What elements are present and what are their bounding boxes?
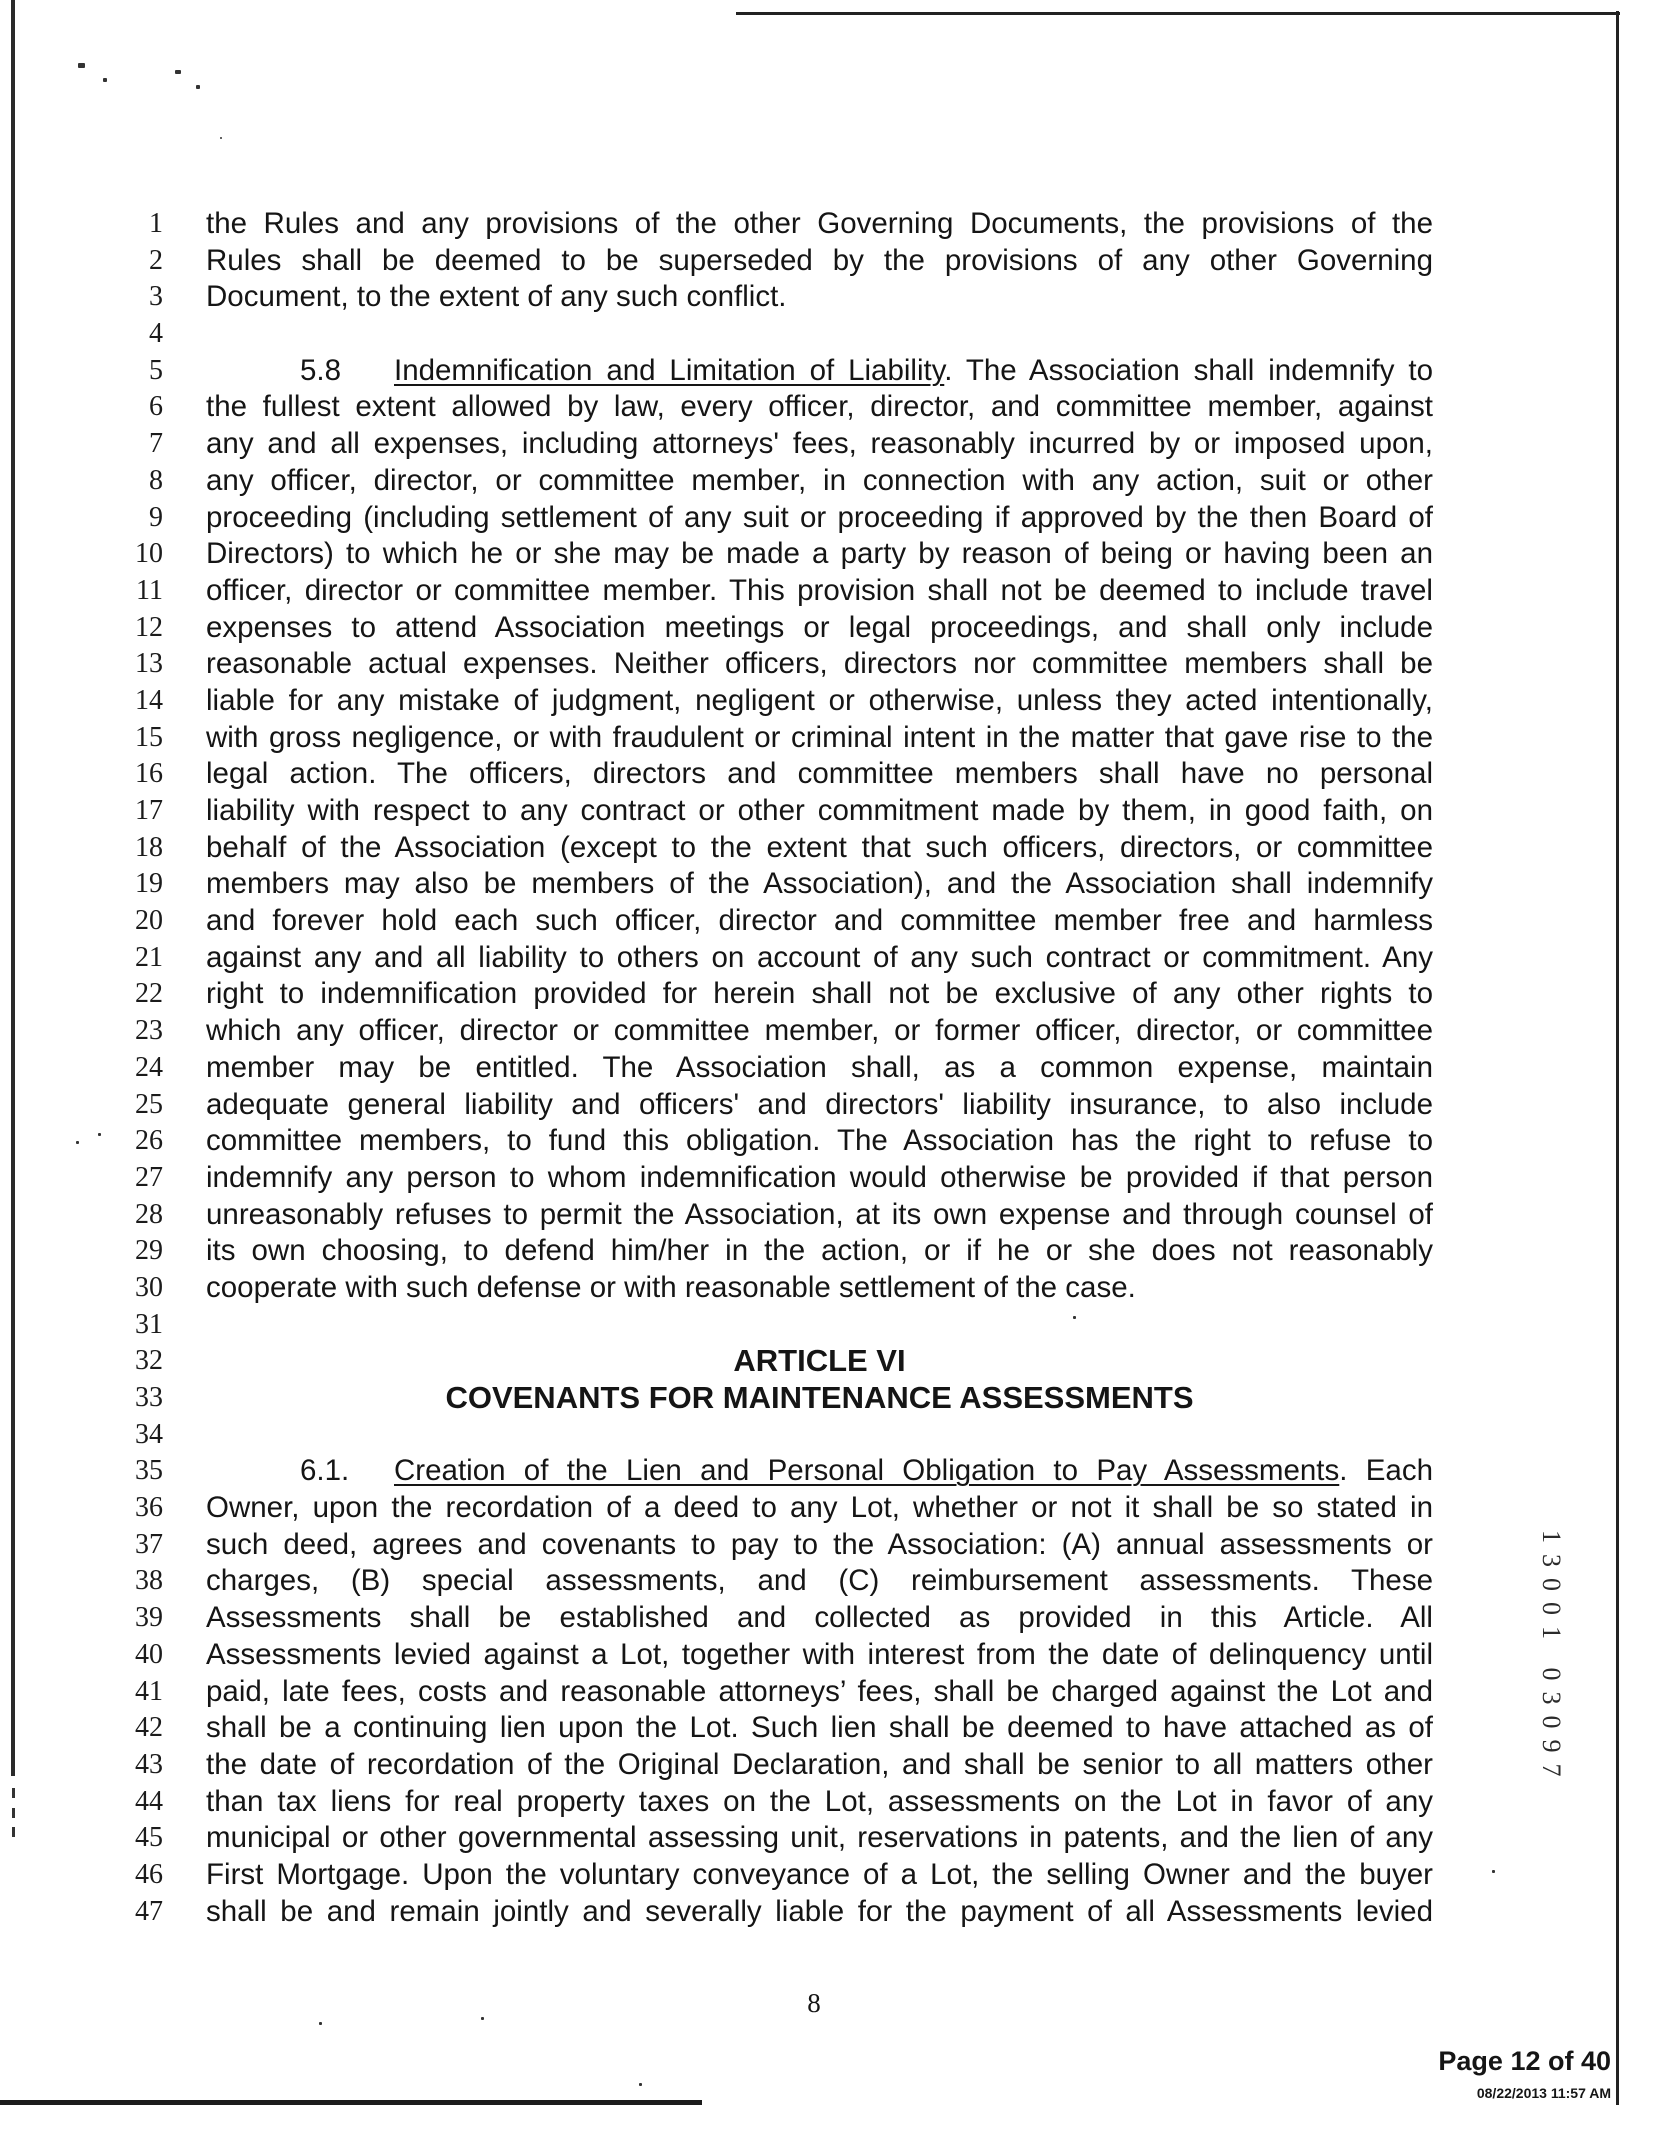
line-number: 33 (135, 1382, 163, 1413)
line-number: 26 (135, 1125, 163, 1157)
line-row-45 (0, 1820, 1664, 1857)
page-border-bottom (0, 2100, 702, 2105)
line-row-6 (0, 389, 1664, 426)
line-row-16 (0, 756, 1664, 793)
line-number: 45 (135, 1822, 163, 1854)
line-text: the fullest extent allowed by law, every officer, director, and committee member, against (206, 390, 1433, 424)
recording-stamp: 13001 03097 (1537, 1530, 1566, 1788)
line-text: than tax liens for real property taxes on the Lot, assessments on the Lot in favor of any (206, 1784, 1433, 1818)
line-row-1 (0, 206, 1664, 243)
line-row-19 (0, 866, 1664, 903)
line-row-18 (0, 830, 1664, 867)
line-row-10 (0, 536, 1664, 573)
line-number: 43 (135, 1748, 163, 1780)
line-number: 41 (135, 1675, 163, 1707)
line-text: . Each (1339, 1454, 1433, 1488)
section-number: 6.1. (300, 1454, 350, 1488)
article-number: ARTICLE VI (733, 1343, 906, 1379)
line-row-9 (0, 500, 1664, 537)
line-row-31 (0, 1307, 1664, 1344)
line-number: 42 (135, 1712, 163, 1744)
line-number: 34 (135, 1418, 163, 1450)
line-text: and forever hold each such officer, director and committee member free and harmless (206, 904, 1433, 938)
line-number: 38 (135, 1565, 163, 1597)
section-heading: Creation of the Lien and Personal Obligation to Pay Assessments (394, 1454, 1340, 1488)
line-number: 22 (135, 978, 163, 1010)
line-row-47 (0, 1894, 1664, 1931)
scan-speck (220, 137, 222, 139)
line-row-42 (0, 1710, 1664, 1747)
line-text: Assessments shall be established and collected as provided in this Article. All (206, 1601, 1433, 1635)
line-number: 47 (135, 1895, 163, 1927)
line-number: 24 (135, 1051, 163, 1083)
line-number: 32 (135, 1345, 163, 1377)
line-text: the date of recordation of the Original Declaration, and shall be senior to all matters other (206, 1747, 1433, 1781)
line-text: Rules shall be deemed to be superseded by the provisions of any other Governing (206, 243, 1433, 277)
page-border-top (736, 12, 1620, 15)
line-text: behalf of the Association (except to the extent that such officers, directors, or committee (206, 830, 1433, 864)
line-row-15 (0, 720, 1664, 757)
line-number: 9 (149, 501, 163, 533)
line-number: 36 (135, 1492, 163, 1524)
line-row-22 (0, 976, 1664, 1013)
line-text: expenses to attend Association meetings or legal proceedings, and shall only include (206, 610, 1433, 644)
line-number: 25 (135, 1088, 163, 1120)
line-text: liable for any mistake of judgment, negligent or otherwise, unless they acted intentionally, (206, 683, 1433, 717)
line-number: 5 (149, 354, 163, 386)
line-row-3 (0, 279, 1664, 316)
line-row-38 (0, 1563, 1664, 1600)
line-number: 12 (135, 611, 163, 643)
line-text: cooperate with such defense or with reasonable settlement of the case. (206, 1270, 1136, 1304)
line-text: proceeding (including settlement of any suit or proceeding if approved by the then Board of (206, 500, 1433, 534)
line-text: the Rules and any provisions of the other Governing Documents, the provisions of the (206, 207, 1433, 240)
line-row-37 (0, 1527, 1664, 1564)
line-number: 19 (135, 868, 163, 900)
line-number: 29 (135, 1235, 163, 1267)
line-text: Directors) to which he or she may be made a party by reason of being or having been an (206, 537, 1433, 571)
line-number: 13 (135, 648, 163, 680)
line-number: 3 (149, 281, 163, 313)
section-line (300, 1453, 1433, 1490)
line-text: First Mortgage. Upon the voluntary conveyance of a Lot, the selling Owner and the buyer (206, 1857, 1433, 1891)
line-row-46 (0, 1857, 1664, 1894)
line-number: 17 (135, 795, 163, 826)
line-row-43 (0, 1747, 1664, 1784)
line-row-34 (0, 1417, 1664, 1454)
scan-speck (481, 2017, 484, 2020)
section-number: 5.8 (300, 353, 342, 387)
line-text: indemnify any person to whom indemnification would otherwise be provided if that person (206, 1160, 1433, 1194)
line-number: 23 (135, 1015, 163, 1047)
line-text: shall be and remain jointly and severally liable for the payment of all Assessments levied (206, 1894, 1433, 1928)
line-row-29 (0, 1233, 1664, 1270)
line-text: . The Association shall indemnify to (944, 353, 1433, 387)
line-text: reasonable actual expenses. Neither officers, directors nor committee members shall be (206, 647, 1433, 681)
line-text: members may also be members of the Association), and the Association shall indemnify (206, 867, 1433, 901)
line-number: 28 (135, 1198, 163, 1230)
line-text: charges, (B) special assessments, and (C) reimbursement assessments. These (206, 1564, 1433, 1598)
line-text: municipal or other governmental assessing unit, reservations in patents, and the lien of any (206, 1821, 1433, 1855)
line-row-28 (0, 1197, 1664, 1234)
line-row-2 (0, 243, 1664, 280)
line-number: 31 (135, 1308, 163, 1340)
line-number: 21 (135, 941, 163, 973)
print-timestamp: 08/22/2013 11:57 AM (1476, 2085, 1611, 2101)
line-row-24 (0, 1050, 1664, 1087)
line-row-5 (0, 353, 1664, 390)
line-number: 10 (135, 538, 163, 570)
line-row-32 (0, 1343, 1664, 1380)
line-text: Assessments levied against a Lot, together with interest from the date of delinquency until (206, 1637, 1433, 1671)
line-number: 39 (135, 1602, 163, 1634)
line-text: Owner, upon the recordation of a deed to any Lot, whether or not it shall be so stated in (206, 1491, 1433, 1525)
section-line (300, 353, 1433, 390)
line-text: with gross negligence, or with fraudulent or criminal intent in the matter that gave rise to the (206, 720, 1433, 754)
line-text: against any and all liability to others on account of any such contract or commitment. Any (206, 940, 1433, 974)
line-number: 30 (135, 1271, 163, 1303)
line-row-17 (0, 793, 1664, 830)
section-heading: Indemnification and Limitation of Liability (394, 353, 945, 387)
line-row-41 (0, 1674, 1664, 1711)
line-text: officer, director or committee member. This provision shall not be deemed to include travel (206, 573, 1433, 607)
line-row-44 (0, 1784, 1664, 1821)
line-text: committee members, to fund this obligation. The Association has the right to refuse to (206, 1124, 1433, 1158)
numbered-text-body (0, 206, 1664, 1930)
line-row-26 (0, 1123, 1664, 1160)
line-number: 27 (135, 1161, 163, 1193)
line-number: 16 (135, 758, 163, 790)
line-row-13 (0, 646, 1664, 683)
line-number: 4 (149, 318, 163, 350)
line-row-21 (0, 940, 1664, 977)
line-row-4 (0, 316, 1664, 353)
line-number: 46 (135, 1858, 163, 1890)
line-text: legal action. The officers, directors and committee members shall have no personal (206, 757, 1433, 791)
line-text: shall be a continuing lien upon the Lot. Such lien shall be deemed to have attached as of (206, 1711, 1433, 1745)
line-text: which any officer, director or committee member, or former officer, director, or committee (206, 1014, 1433, 1048)
line-row-35 (0, 1453, 1664, 1490)
line-row-39 (0, 1600, 1664, 1637)
line-number: 6 (149, 391, 163, 423)
scan-speck (196, 85, 200, 89)
line-number: 15 (135, 721, 163, 753)
line-row-20 (0, 903, 1664, 940)
page-number: 8 (807, 1988, 821, 2018)
line-text: right to indemnification provided for herein shall not be exclusive of any other rights to (206, 977, 1433, 1011)
line-row-23 (0, 1013, 1664, 1050)
line-row-8 (0, 463, 1664, 500)
line-number: 8 (149, 464, 163, 496)
line-text: any and all expenses, including attorneys' fees, reasonably incurred by or imposed upon, (206, 427, 1433, 461)
line-text: Document, to the extent of any such conflict. (206, 280, 787, 314)
line-row-33 (0, 1380, 1664, 1417)
line-text: any officer, director, or committee member, in connection with any action, suit or other (206, 463, 1433, 497)
scan-speck (319, 2022, 322, 2025)
line-number: 2 (149, 244, 163, 276)
line-text: such deed, agrees and covenants to pay to the Association: (A) annual assessments or (206, 1527, 1433, 1561)
line-row-40 (0, 1637, 1664, 1674)
scan-speck (103, 78, 107, 82)
line-number: 20 (135, 905, 163, 937)
line-row-7 (0, 426, 1664, 463)
line-number: 7 (149, 428, 163, 460)
page-count-label: Page 12 of 40 (1438, 2046, 1611, 2076)
line-text: member may be entitled. The Association shall, as a common expense, maintain (206, 1050, 1433, 1084)
line-row-12 (0, 610, 1664, 647)
line-row-11 (0, 573, 1664, 610)
line-number: 40 (135, 1638, 163, 1670)
line-row-27 (0, 1160, 1664, 1197)
line-number: 11 (136, 574, 163, 606)
scan-speck (639, 2083, 642, 2086)
line-text: liability with respect to any contract or other commitment made by them, in good faith, on (206, 794, 1433, 827)
line-number: 44 (135, 1785, 163, 1817)
scan-speck (175, 70, 181, 74)
line-row-36 (0, 1490, 1664, 1527)
line-text: its own choosing, to defend him/her in the action, or if he or she does not reasonably (206, 1234, 1433, 1268)
line-number: 14 (135, 684, 163, 716)
line-number: 35 (135, 1455, 163, 1487)
line-number: 1 (149, 208, 163, 239)
line-number: 18 (135, 831, 163, 863)
line-row-14 (0, 683, 1664, 720)
article-title: COVENANTS FOR MAINTENANCE ASSESSMENTS (445, 1380, 1194, 1415)
line-row-30 (0, 1270, 1664, 1307)
line-text: unreasonably refuses to permit the Association, at its own expense and through counsel of (206, 1197, 1433, 1231)
scan-speck (78, 63, 85, 68)
line-number: 37 (135, 1528, 163, 1560)
line-text: paid, late fees, costs and reasonable attorneys’ fees, shall be charged against the Lot and (206, 1674, 1433, 1708)
line-text: adequate general liability and officers' and directors' liability insurance, to also include (206, 1087, 1433, 1121)
line-row-25 (0, 1087, 1664, 1124)
